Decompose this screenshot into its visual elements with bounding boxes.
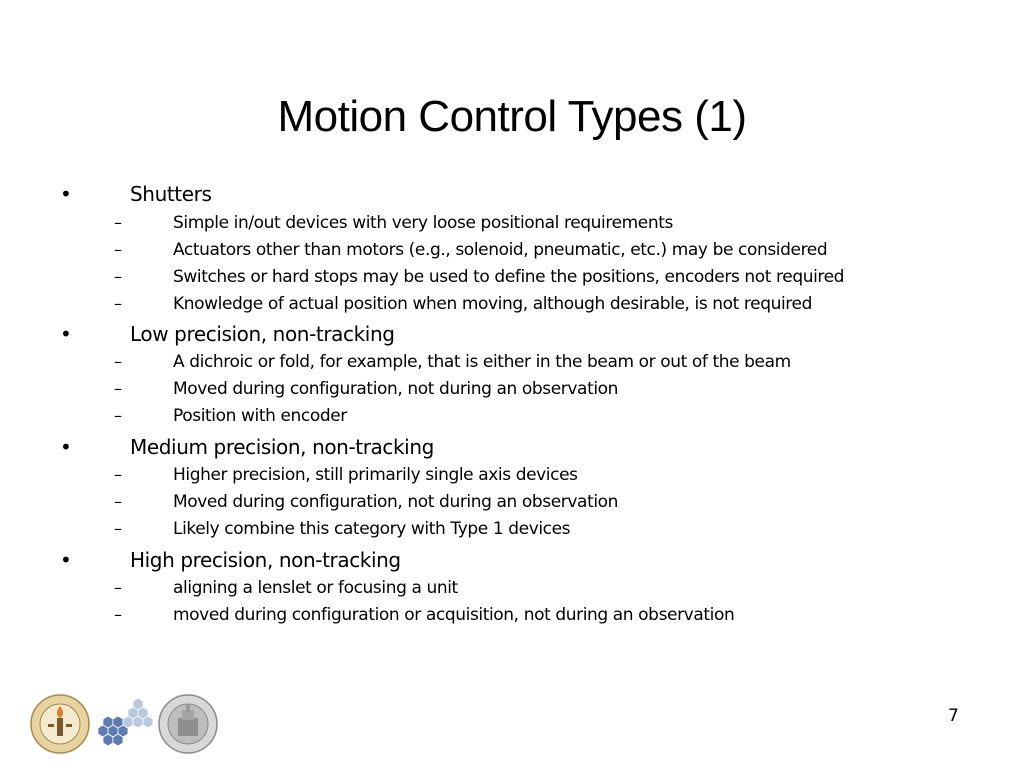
bullet-marker: •: [60, 182, 72, 206]
sub-bullet-text: moved during configuration or acquisition, not during an observation: [173, 605, 735, 625]
bullet-marker: •: [60, 548, 72, 572]
segmented-mirror-logo: [98, 698, 153, 746]
sub-bullet-text: A dichroic or fold, for example, that is either in the beam or out of the beam: [173, 352, 791, 372]
sub-bullet-marker: –: [114, 294, 122, 313]
sub-bullet-text: Likely combine this category with Type 1 devices: [173, 519, 571, 539]
slide-title: Motion Control Types (1): [277, 92, 747, 141]
sub-bullet-marker: –: [114, 267, 122, 286]
footer-logos: [30, 692, 220, 756]
sub-bullet-marker: –: [114, 240, 122, 259]
sub-bullet-text: Position with encoder: [173, 406, 347, 426]
sub-bullet-marker: –: [114, 379, 122, 398]
sub-bullet-text: Simple in/out devices with very loose positional requirements: [173, 213, 673, 233]
sub-bullet-text: Switches or hard stops may be used to define the positions, encoders not required: [173, 267, 845, 287]
bullet-marker: •: [60, 322, 72, 346]
sub-bullet-text: Moved during configuration, not during an observation: [173, 379, 619, 399]
sub-bullet-marker: –: [114, 465, 122, 484]
bullet-marker: •: [60, 435, 72, 459]
sub-bullet-text: Higher precision, still primarily single axis devices: [173, 465, 578, 485]
sub-bullet-marker: –: [114, 519, 122, 538]
sub-bullet-marker: –: [114, 492, 122, 511]
sub-bullet-marker: –: [114, 605, 122, 624]
bullet-text: Medium precision, non-tracking: [130, 435, 434, 459]
sub-bullet-text: Actuators other than motors (e.g., solenoid, pneumatic, etc.) may be considered: [173, 240, 828, 260]
bullet-text: High precision, non-tracking: [130, 548, 401, 572]
sub-bullet-text: Moved during configuration, not during an observation: [173, 492, 619, 512]
sub-bullet-text: aligning a lenslet or focusing a unit: [173, 578, 458, 598]
page-number: 7: [948, 706, 959, 726]
sub-bullet-marker: –: [114, 406, 122, 425]
bullet-text: Low precision, non-tracking: [130, 322, 395, 346]
sub-bullet-marker: –: [114, 578, 122, 597]
uc-seal-logo: [159, 695, 217, 753]
bullet-text: Shutters: [130, 182, 212, 206]
sub-bullet-marker: –: [114, 352, 122, 371]
sub-bullet-text: Knowledge of actual position when moving, although desirable, is not required: [173, 294, 812, 314]
caltech-seal-logo: [31, 695, 89, 753]
sub-bullet-marker: –: [114, 213, 122, 232]
